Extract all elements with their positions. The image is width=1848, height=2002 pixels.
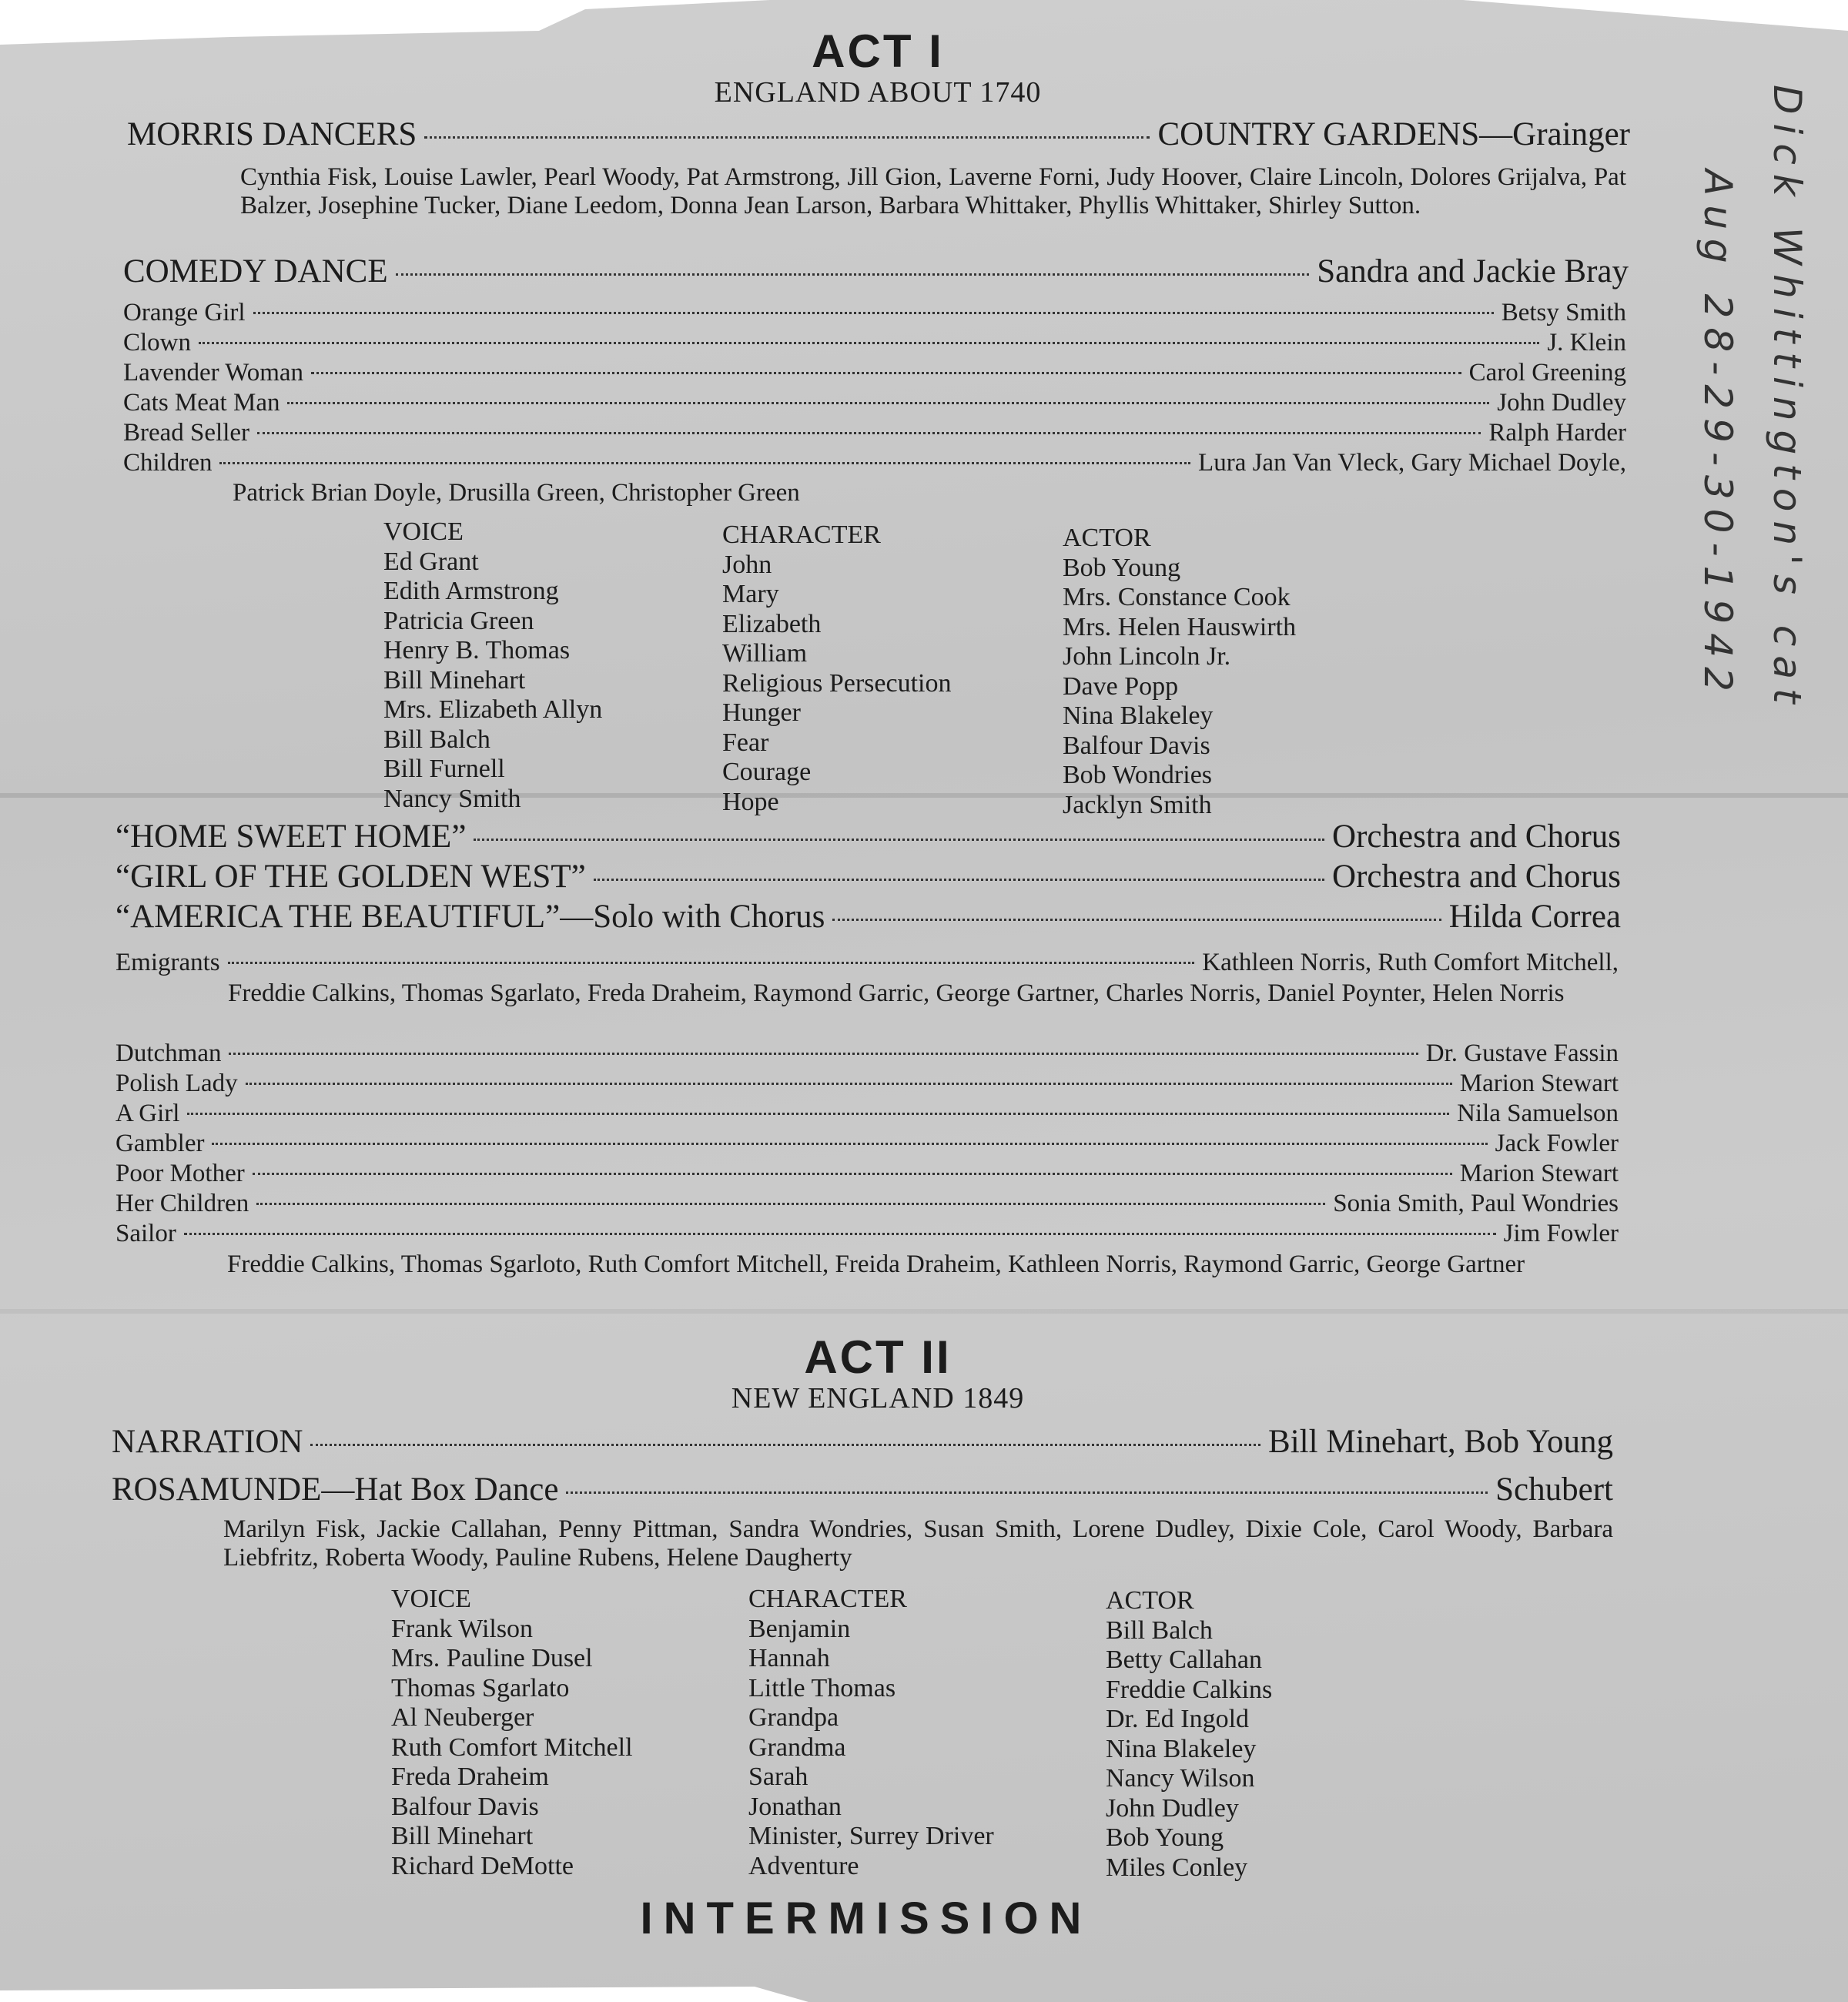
leader-dots	[287, 402, 1489, 404]
role-row	[116, 1040, 1619, 1068]
cast-cell: Dr. Ed Ingold	[1106, 1705, 1250, 1733]
role-value: Sonia Smith, Paul Wondries	[1333, 1190, 1619, 1217]
cast-cell: Frank Wilson	[391, 1614, 534, 1643]
leader-dots	[219, 462, 1190, 464]
cast-cell: Nina Blakeley	[1106, 1734, 1257, 1763]
cast-cell: Bob Young	[1063, 553, 1181, 582]
act1-subtitle: ENGLAND ABOUT 1740	[714, 76, 1042, 109]
cast-cell: Miles Conley	[1106, 1853, 1248, 1882]
leader-dots	[594, 879, 1324, 881]
cast-cell: Nina Blakeley	[1063, 701, 1214, 730]
rosamunde-row	[112, 1471, 1613, 1508]
role-value: Marion Stewart	[1459, 1160, 1619, 1187]
row-label: COMEDY DANCE	[123, 253, 388, 290]
emigrants-names: Freddie Calkins, Thomas Sgarlato, Freda Draheim, Raymond Garric, George Gartner, Charles Norris, Daniel Poynter, Helen Norris	[228, 979, 1565, 1007]
intermission-heading: INTERMISSION	[640, 1893, 1093, 1943]
cast-cell: Sarah	[748, 1763, 808, 1791]
cast-cell: Religious Persecution	[722, 668, 952, 698]
leader-dots	[474, 839, 1324, 841]
role-row	[123, 299, 1626, 327]
leader-dots	[257, 432, 1481, 434]
cast-cell: Dave Popp	[1063, 671, 1179, 701]
narration-row	[112, 1423, 1613, 1461]
row-value: COUNTRY GARDENS—Grainger	[1157, 116, 1630, 152]
role-label: A Girl	[116, 1100, 180, 1127]
cast-cell: Adventure	[748, 1851, 859, 1880]
leader-dots	[253, 1173, 1452, 1175]
cast-cell: Mrs. Constance Cook	[1063, 583, 1291, 611]
role-label: Clown	[123, 329, 192, 357]
cast-cell: Grandpa	[748, 1703, 839, 1732]
role-label: Her Children	[116, 1190, 249, 1217]
cast-cell: Bob Young	[1106, 1823, 1224, 1852]
cast-cell: Balfour Davis	[391, 1792, 539, 1821]
cast-cell: Bill Furnell	[383, 755, 505, 783]
cast-cell: Al Neuberger	[391, 1703, 534, 1732]
col-header: ACTOR	[1106, 1586, 1194, 1615]
cast-cell: Little Thomas	[748, 1673, 896, 1702]
role-row	[123, 419, 1626, 447]
cast-cell: Patricia Green	[383, 606, 534, 635]
morris-dancers-row	[127, 116, 1630, 153]
role-label: Sailor	[116, 1220, 176, 1247]
cast-cell: Richard DeMotte	[391, 1851, 574, 1880]
role-row	[123, 359, 1626, 387]
cast-cell: Nancy Wilson	[1106, 1764, 1255, 1793]
cast-cell: Bill Minehart	[391, 1822, 534, 1850]
leader-dots	[256, 1203, 1325, 1205]
role-value: Jim Fowler	[1503, 1220, 1619, 1247]
cast-cell: Balfour Davis	[1063, 731, 1210, 760]
cast-cell: Mary	[722, 580, 779, 608]
act1-actor-column	[1063, 524, 1296, 820]
role-row	[116, 1160, 1619, 1188]
cast-cell: Elizabeth	[722, 609, 822, 638]
col-header: VOICE	[391, 1585, 471, 1613]
leader-dots	[199, 342, 1539, 344]
leader-dots	[396, 273, 1310, 276]
emigrants-row	[116, 949, 1619, 977]
row-label: ROSAMUNDE—Hat Box Dance	[112, 1471, 559, 1508]
song-row	[116, 818, 1621, 855]
role-label: Polish Lady	[116, 1070, 238, 1097]
leader-dots	[566, 1491, 1488, 1494]
act1-voice-column	[383, 517, 602, 814]
role-label: Poor Mother	[116, 1160, 245, 1187]
leader-dots	[212, 1143, 1487, 1145]
children-row	[123, 449, 1626, 477]
cast-cell: Nancy Smith	[383, 784, 521, 813]
song-label: “GIRL OF THE GOLDEN WEST”	[116, 859, 586, 895]
role-label: Bread Seller	[123, 419, 250, 447]
cast-cell: Minister, Surrey Driver	[748, 1822, 994, 1850]
role-value: Lura Jan Van Vleck, Gary Michael Doyle,	[1198, 449, 1626, 477]
cast-cell: Bill Balch	[1106, 1615, 1213, 1645]
role-value: Carol Greening	[1468, 359, 1626, 387]
cast-cell: Henry B. Thomas	[383, 636, 571, 665]
role-value: Ralph Harder	[1488, 419, 1626, 447]
cast-cell: John Lincoln Jr.	[1063, 642, 1231, 671]
cast-cell: Ruth Comfort Mitchell	[391, 1732, 633, 1762]
cast-cell: William	[722, 639, 808, 668]
cast-cell: Benjamin	[748, 1614, 851, 1643]
leader-dots	[311, 372, 1461, 374]
leader-dots	[229, 1053, 1418, 1055]
role-row	[116, 1100, 1619, 1128]
role-row	[116, 1070, 1619, 1098]
row-label: NARRATION	[112, 1424, 303, 1460]
cast-cell: Ed Grant	[383, 547, 479, 576]
song-value: Orchestra and Chorus	[1332, 859, 1621, 895]
leader-dots	[253, 312, 1494, 314]
cast-cell: John	[722, 550, 772, 579]
role-label: Lavender Woman	[123, 359, 304, 387]
cast-cell: Freddie Calkins	[1106, 1675, 1273, 1704]
role-value: Marion Stewart	[1459, 1070, 1619, 1097]
cast-cell: Hunger	[722, 698, 801, 727]
row-value: Schubert	[1495, 1471, 1613, 1508]
col-header: VOICE	[383, 517, 464, 546]
role-value: Jack Fowler	[1495, 1130, 1619, 1157]
role-row	[116, 1220, 1619, 1248]
handwritten-note-date: Aug 28-29-30-1942	[1696, 169, 1740, 701]
role-label: Cats Meat Man	[123, 389, 280, 417]
role-row	[123, 389, 1626, 417]
comedy-dance-row	[123, 253, 1629, 290]
cast-cell: Bob Wondries	[1063, 761, 1213, 789]
role-label: Dutchman	[116, 1040, 222, 1067]
cast-cell: Grandma	[748, 1732, 846, 1762]
role-value: John Dudley	[1497, 389, 1626, 417]
role-row	[116, 1190, 1619, 1218]
role-value: Kathleen Norris, Ruth Comfort Mitchell,	[1202, 949, 1619, 976]
song-row	[116, 898, 1621, 936]
children-names-cont: Patrick Brian Doyle, Drusilla Green, Christopher Green	[233, 479, 800, 507]
col-header: CHARACTER	[722, 521, 881, 549]
cast-cell: Courage	[722, 758, 812, 786]
cast-cell: Thomas Sgarlato	[391, 1673, 570, 1702]
handwritten-note-title: Dick Whittington's cat	[1765, 85, 1810, 713]
cast-cell: Hope	[722, 787, 779, 816]
leader-dots	[310, 1444, 1260, 1446]
leader-dots	[424, 136, 1150, 139]
row-value: Sandra and Jackie Bray	[1317, 253, 1629, 290]
act2-title: ACT II	[804, 1331, 952, 1383]
col-header: CHARACTER	[748, 1585, 907, 1613]
song-label: “AMERICA THE BEAUTIFUL”—Solo with Chorus	[116, 899, 825, 935]
act2-actor-column	[1106, 1586, 1272, 1883]
leader-dots	[184, 1233, 1496, 1235]
cast-cell: Freda Draheim	[391, 1763, 549, 1791]
cast-cell: Jacklyn Smith	[1063, 790, 1212, 819]
cast-cell: Bill Balch	[383, 725, 490, 754]
leader-dots	[228, 962, 1195, 964]
cast-cell: Mrs. Pauline Dusel	[391, 1644, 593, 1672]
role-label: Gambler	[116, 1130, 205, 1157]
cast-cell: Jonathan	[748, 1792, 842, 1821]
role-value: Betsy Smith	[1501, 299, 1626, 326]
cast-cell: Betty Callahan	[1106, 1645, 1263, 1674]
leader-dots	[832, 919, 1441, 921]
row-label: MORRIS DANCERS	[127, 116, 417, 152]
song-value: Orchestra and Chorus	[1332, 819, 1621, 855]
cast-cell: John Dudley	[1106, 1793, 1239, 1823]
leader-dots	[246, 1083, 1452, 1085]
col-header: ACTOR	[1063, 524, 1151, 552]
role-label: Children	[123, 449, 213, 477]
leader-dots	[187, 1113, 1449, 1115]
row-value: Bill Minehart, Bob Young	[1268, 1424, 1613, 1460]
act2-voice-column	[391, 1585, 633, 1881]
rosamunde-names: Marilyn Fisk, Jackie Callahan, Penny Pittman, Sandra Wondries, Susan Smith, Lorene Dudley, Dixie Cole, Carol Woody, Barbara Liebfritz, Roberta Woody, Pauline Rubens, Helene Daugherty	[223, 1515, 1613, 1572]
song-label: “HOME SWEET HOME”	[116, 819, 467, 855]
role-label: Emigrants	[116, 949, 220, 976]
role-value: Nila Samuelson	[1457, 1100, 1619, 1127]
role-value: Dr. Gustave Fassin	[1425, 1040, 1619, 1067]
act1-character-column	[722, 521, 951, 817]
cast-cell: Hannah	[748, 1644, 830, 1672]
cast-cell: Mrs. Helen Hauswirth	[1063, 612, 1297, 641]
song-row	[116, 858, 1621, 896]
role-value: J. Klein	[1547, 329, 1626, 357]
cast-cell: Fear	[722, 728, 769, 757]
role-label: Orange Girl	[123, 299, 246, 326]
role-row	[123, 329, 1626, 357]
sailor-names: Freddie Calkins, Thomas Sgarloto, Ruth Comfort Mitchell, Freida Draheim, Kathleen Norris, Raymond Garric, George Gartner	[227, 1250, 1525, 1278]
act2-subtitle: NEW ENGLAND 1849	[731, 1382, 1025, 1414]
act1-title: ACT I	[812, 25, 944, 77]
act2-character-column	[748, 1585, 994, 1881]
paper-fold	[0, 1309, 1848, 1314]
cast-cell: Mrs. Elizabeth Allyn	[383, 695, 603, 724]
morris-dancers-names: Cynthia Fisk, Louise Lawler, Pearl Woody, Pat Armstrong, Jill Gion, Laverne Forni, Judy Hoover, Claire Lincoln, Dolores Grijalva, Pat Balzer, Josephine Tucker, Diane Leedom, Donna Jean Larson, Barbara Whittaker, Phyllis Whittaker, Shirley Sutton.	[240, 163, 1626, 219]
cast-cell: Bill Minehart	[383, 665, 526, 695]
song-value: Hilda Correa	[1448, 899, 1621, 935]
role-row	[116, 1130, 1619, 1158]
cast-cell: Edith Armstrong	[383, 577, 559, 605]
